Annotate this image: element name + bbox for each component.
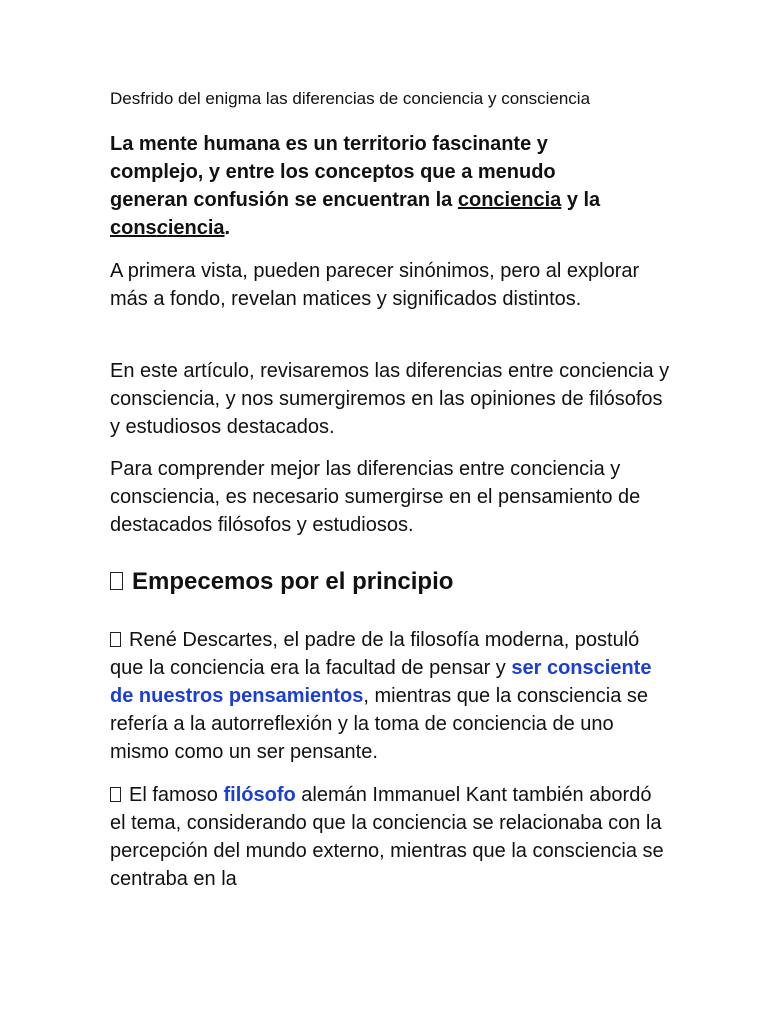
descartes-text-1: René Descartes, el padre de la filosofía moderna, postuló que la conciencia era la facultad de pensar y xyxy=(110,629,640,679)
document-title: Desfrido del enigma las diferencias de conciencia y consciencia xyxy=(110,89,591,108)
term-consciencia-part-3: iencia xyxy=(167,217,225,239)
descartes-link[interactable]: ser consciente de nuestros pensamientos xyxy=(110,657,652,707)
intro-text-2: y la xyxy=(561,189,601,211)
section-heading-text: Empecemos por el principio xyxy=(132,568,454,595)
term-consciencia-part-1: cons xyxy=(110,217,157,239)
missing-glyph-box-icon xyxy=(110,632,121,647)
missing-glyph-box-icon xyxy=(110,787,121,802)
paragraph-2: En este artículo, revisaremos las diferencias entre conciencia y consciencia, y nos sumergiremos en las opiniones de filósofos y estudiosos destacados. xyxy=(110,360,670,438)
filosofo-link[interactable]: filósofo xyxy=(223,784,296,806)
term-conciencia: conciencia xyxy=(457,189,562,211)
paragraph-1: A primera vista, pueden parecer sinónimos, pero al explorar más a fondo, revelan matices y significados distintos. xyxy=(110,260,640,310)
section-heading xyxy=(110,566,453,598)
term-consciencia-part-2: c xyxy=(156,217,168,239)
term-consciencia xyxy=(110,217,225,239)
intro-paragraph xyxy=(110,130,630,242)
intro-text-1: La mente humana es un territorio fascinante y complejo, y entre los conceptos que a menudo generan confusión se encuentran la xyxy=(110,133,556,211)
paragraph-3: Para comprender mejor las diferencias entre conciencia y consciencia, es necesario sumergirse en el pensamiento de destacados filósofos y estudiosos. xyxy=(110,458,641,536)
kant-text-2: alemán Immanuel Kant también abordó el tema, considerando que la conciencia se relacionaba con la percepción del mundo externo, mientras que la consciencia se centraba en la xyxy=(110,784,664,890)
kant-paragraph xyxy=(110,781,670,893)
descartes-paragraph xyxy=(110,626,670,766)
intro-text-3: . xyxy=(224,217,231,239)
descartes-text-2: , mientras que la consciencia se refería a la autorreflexión y la toma de conciencia de uno mismo como un ser pensante. xyxy=(110,685,648,763)
kant-text-1: El famoso xyxy=(129,784,224,806)
missing-glyph-box-icon xyxy=(110,572,123,590)
